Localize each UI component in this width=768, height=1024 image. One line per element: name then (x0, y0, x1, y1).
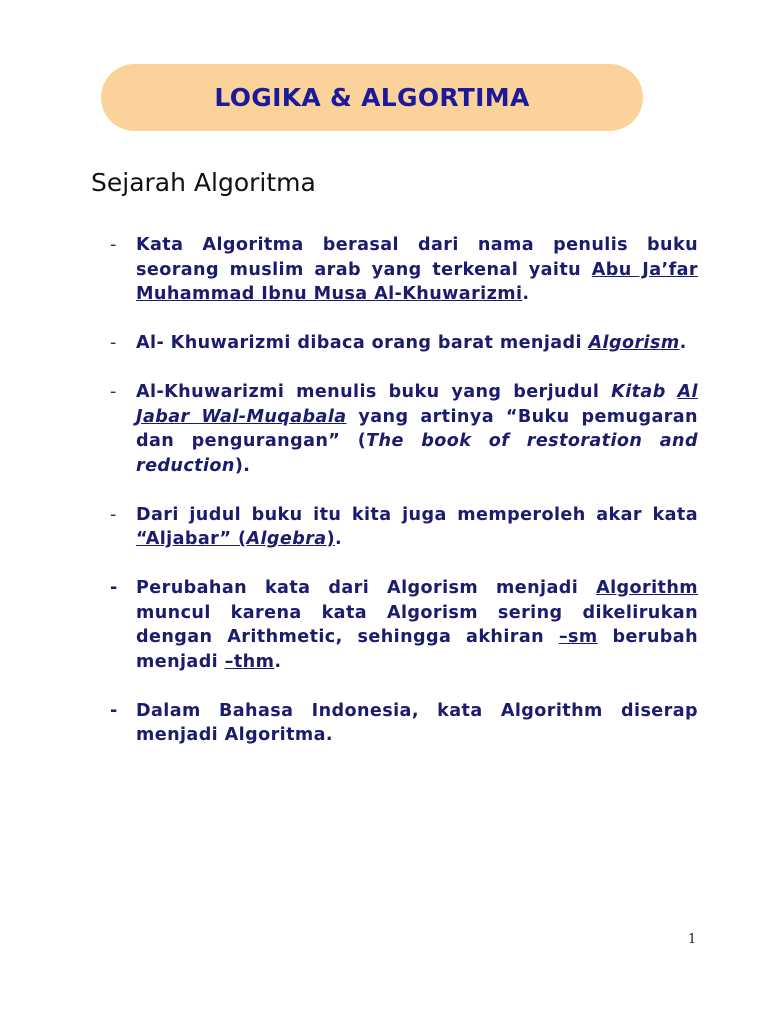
list-item (110, 576, 698, 674)
book-title-underlined: Al Jabar Wal-Muqabala (136, 382, 698, 427)
book-title-part: Kitab (611, 382, 666, 402)
list-item-text: Al- Khuwarizmi dibaca orang barat menjadi Algorism. (136, 333, 687, 353)
term-algorism: Algorism (588, 333, 680, 353)
bullet-dash: - (110, 382, 117, 402)
term-algorithm: Algorithm (596, 578, 698, 598)
section-heading: Sejarah Algoritma (91, 168, 316, 197)
bullet-dash: - (110, 700, 118, 721)
book-title-english: The book of restoration and reduction (136, 431, 698, 476)
list-item (110, 233, 698, 307)
list-item-text: Al-Khuwarizmi menulis buku yang berjudul Kitab Al Jabar Wal-Muqabala yang artinya “Buku pemugaran dan pengurangan” (The book of restoration and reduction). (136, 382, 698, 476)
list-item (110, 503, 698, 552)
bullet-dash: - (110, 333, 117, 353)
bullet-dash: - (110, 235, 117, 255)
list-item (110, 331, 698, 356)
list-item-text: Dalam Bahasa Indonesia, kata Algorithm diserap menjadi Algoritma. (136, 700, 698, 745)
list-item-text: Kata Algoritma berasal dari nama penulis buku seorang muslim arab yang terkenal yaitu Abu Ja’far Muhammad Ibnu Musa Al-Khuwarizmi. (136, 235, 698, 304)
term-algebra: Algebra (246, 529, 327, 549)
bullet-dash: - (110, 578, 118, 598)
list-item (110, 380, 698, 478)
bullet-list (110, 233, 698, 772)
author-name: Abu Ja’far Muhammad Ibnu Musa Al-Khuwarizmi (136, 259, 698, 304)
suffix-sm: –sm (558, 627, 598, 647)
title-banner (101, 64, 643, 131)
list-item-text: Perubahan kata dari Algorism menjadi Algorithm muncul karena kata Algorism sering dikelirukan dengan Arithmetic, sehingga akhiran –sm berubah menjadi –thm. (136, 578, 698, 672)
page-number: 1 (688, 932, 697, 947)
document-title: LOGIKA & ALGORTIMA (214, 83, 530, 112)
list-item-text: Dari judul buku itu kita juga memperoleh akar kata “Aljabar” (Algebra). (136, 504, 698, 549)
bullet-dash: - (110, 504, 117, 525)
list-item (110, 699, 698, 748)
term-aljabar: “Aljabar” ( (136, 529, 247, 549)
suffix-thm: –thm (224, 651, 275, 672)
